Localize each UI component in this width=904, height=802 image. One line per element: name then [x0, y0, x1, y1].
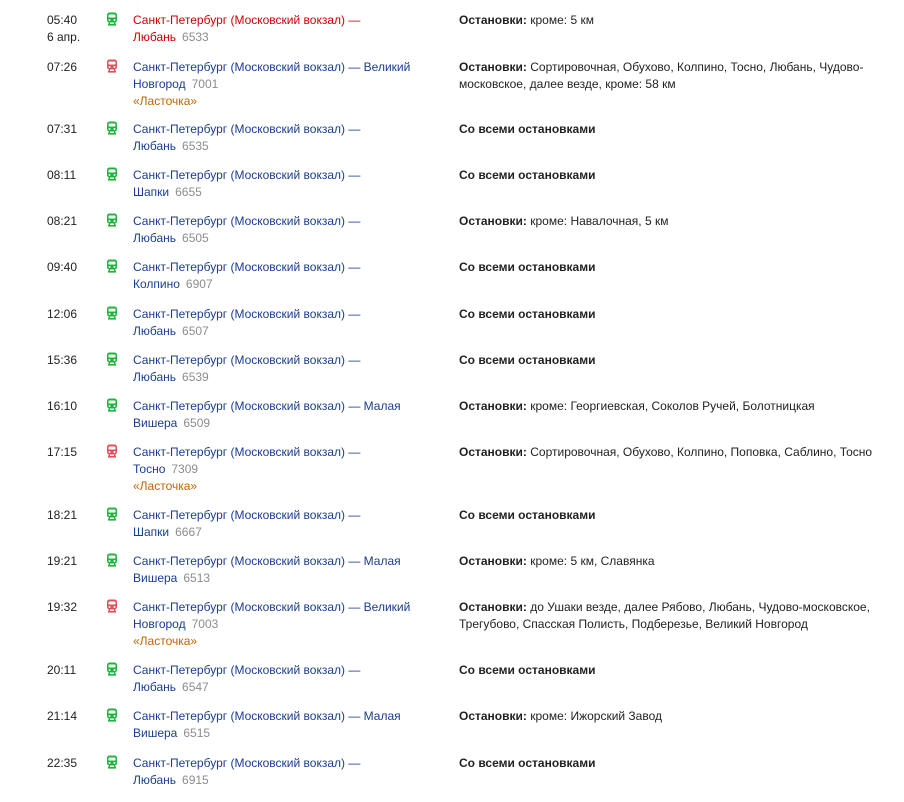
time-value: 19:32 [47, 600, 78, 614]
route-link[interactable] [133, 122, 360, 153]
train-number: 6507 [182, 324, 209, 338]
route-link[interactable] [133, 399, 401, 430]
express-train-icon [106, 444, 118, 459]
route-line1: Санкт-Петербург (Московский вокзал) — [133, 307, 361, 321]
stops-info [459, 398, 879, 415]
route-link[interactable] [133, 60, 410, 91]
route-link[interactable] [133, 307, 360, 338]
route-cell [133, 553, 433, 587]
stops-info [459, 444, 879, 461]
stops-list: кроме: 5 км [530, 13, 594, 27]
route-link[interactable] [133, 756, 360, 787]
suburban-train-icon [106, 306, 118, 321]
stops-label: Остановки: [459, 60, 527, 74]
time-value: 07:26 [47, 60, 78, 74]
route-link[interactable] [133, 709, 401, 740]
time-value: 15:36 [47, 353, 78, 367]
route-line1: Санкт-Петербург (Московский вокзал) — [133, 508, 361, 522]
departure-time [47, 708, 97, 725]
route-line1: Санкт-Петербург (Московский вокзал) — [133, 214, 361, 228]
route-line1: Санкт-Петербург (Московский вокзал) — Малая [133, 554, 401, 568]
stops-list: кроме: 5 км, Славянка [530, 554, 655, 568]
train-number: 7003 [191, 617, 219, 631]
route-link[interactable] [133, 600, 410, 631]
departure-time [47, 599, 97, 616]
route-cell [133, 167, 433, 201]
train-number: 7001 [191, 77, 219, 91]
express-train-icon [106, 599, 118, 614]
time-value: 08:11 [47, 168, 77, 182]
route-line1: Санкт-Петербург (Московский вокзал) — [133, 756, 361, 770]
stops-info [459, 662, 879, 679]
route-line2: Любань [133, 30, 177, 44]
route-link[interactable] [133, 168, 360, 199]
route-cell [133, 213, 433, 247]
stops-info [459, 167, 879, 184]
stops-info [459, 306, 879, 323]
time-value: 09:40 [47, 260, 78, 274]
route-cell [133, 12, 433, 46]
suburban-train-icon [106, 259, 118, 274]
stops-label: Остановки: [459, 600, 527, 614]
route-line2: Вишера [133, 726, 178, 740]
time-value: 16:10 [47, 399, 78, 413]
route-link[interactable] [133, 214, 360, 245]
departure-time [47, 12, 97, 46]
train-number: 7309 [171, 462, 199, 476]
route-line1: Санкт-Петербург (Московский вокзал) — Великий [133, 60, 411, 74]
suburban-train-icon [106, 398, 118, 413]
stops-all: Со всеми остановками [459, 168, 596, 182]
time-value: 21:14 [47, 709, 78, 723]
suburban-train-icon [106, 12, 118, 27]
route-line1: Санкт-Петербург (Московский вокзал) — [133, 353, 361, 367]
departure-time [47, 121, 97, 138]
time-value: 22:35 [47, 756, 78, 770]
stops-list: до Ушаки везде, далее Рябово, Любань, Чудово-московское, Трегубово, Спасская Полисть, Подберезье, Великий Новгород [459, 600, 870, 631]
stops-info [459, 213, 879, 230]
route-line1: Санкт-Петербург (Московский вокзал) — [133, 260, 361, 274]
route-line2: Колпино [133, 277, 180, 291]
train-number: 6513 [183, 571, 211, 585]
route-link[interactable] [133, 554, 401, 585]
route-line2: Любань [133, 231, 177, 245]
stops-all: Со всеми остановками [459, 260, 596, 274]
stops-info [459, 59, 879, 93]
train-brand[interactable]: «Ласточка» [133, 634, 198, 648]
stops-list: кроме: Ижорский Завод [530, 709, 663, 723]
route-line1: Санкт-Петербург (Московский вокзал) — Малая [133, 399, 401, 413]
route-link[interactable] [133, 260, 360, 291]
suburban-train-icon [106, 121, 118, 136]
stops-list: Сортировочная, Обухово, Колпино, Поповка, Саблино, Тосно [530, 445, 873, 459]
stops-info [459, 755, 879, 772]
train-number: 6547 [182, 680, 209, 694]
route-line2: Любань [133, 324, 177, 338]
express-train-icon [106, 59, 118, 74]
departure-time [47, 755, 97, 772]
time-value: 08:21 [47, 214, 78, 228]
time-value: 12:06 [47, 307, 78, 321]
route-cell [133, 662, 433, 696]
suburban-train-icon [106, 708, 118, 723]
stops-info [459, 553, 879, 570]
route-cell [133, 121, 433, 155]
route-line2: Новгород [133, 617, 186, 631]
route-cell [133, 259, 433, 293]
stops-label: Остановки: [459, 214, 527, 228]
route-line2: Любань [133, 680, 177, 694]
route-line1: Санкт-Петербург (Московский вокзал) — [133, 168, 361, 182]
train-number: 6533 [182, 30, 209, 44]
route-cell [133, 507, 433, 541]
train-number: 6915 [182, 773, 209, 787]
departure-time [47, 352, 97, 369]
departure-time [47, 444, 97, 461]
time-value: 07:31 [47, 122, 78, 136]
departure-time [47, 553, 97, 570]
route-line2: Вишера [133, 571, 178, 585]
departure-time [47, 306, 97, 323]
suburban-train-icon [106, 553, 118, 568]
stops-list: Сортировочная, Обухово, Колпино, Тосно, Любань, Чудово-московское, далее везде, кроме: 58 км [459, 60, 864, 91]
stops-label: Остановки: [459, 13, 527, 27]
suburban-train-icon [106, 662, 118, 677]
train-number: 6509 [183, 416, 211, 430]
route-line1: Санкт-Петербург (Московский вокзал) — [133, 122, 361, 136]
route-line1: Санкт-Петербург (Московский вокзал) — [133, 663, 361, 677]
route-line2: Шапки [133, 525, 170, 539]
departure-time [47, 167, 97, 184]
stops-info [459, 121, 879, 138]
departure-time [47, 59, 97, 76]
route-line2: Любань [133, 773, 177, 787]
stops-list: кроме: Георгиевская, Соколов Ручей, Болотницкая [530, 399, 815, 413]
route-link[interactable] [133, 663, 360, 694]
route-line2: Шапки [133, 185, 170, 199]
route-link[interactable] [133, 508, 360, 539]
route-cell [133, 755, 433, 789]
time-value: 18:21 [47, 508, 78, 522]
stops-label: Остановки: [459, 399, 527, 413]
train-number: 6505 [182, 231, 209, 245]
time-value: 17:15 [47, 445, 78, 459]
departure-time [47, 213, 97, 230]
route-link[interactable] [133, 353, 360, 384]
departure-date: 6 апр. [47, 30, 81, 44]
time-value: 05:40 [47, 13, 78, 27]
route-cell [133, 599, 433, 650]
stops-all: Со всеми остановками [459, 353, 596, 367]
suburban-train-icon [106, 507, 118, 522]
route-line1: Санкт-Петербург (Московский вокзал) — [133, 445, 361, 459]
route-line1: Санкт-Петербург (Московский вокзал) — Великий [133, 600, 411, 614]
stops-info [459, 708, 879, 725]
stops-label: Остановки: [459, 709, 527, 723]
train-brand[interactable]: «Ласточка» [133, 479, 198, 493]
route-cell [133, 708, 433, 742]
stops-info [459, 259, 879, 276]
train-number: 6667 [175, 525, 202, 539]
route-cell [133, 59, 433, 110]
departure-time [47, 259, 97, 276]
suburban-train-icon [106, 167, 118, 182]
route-line1: Санкт-Петербург (Московский вокзал) — Малая [133, 709, 401, 723]
route-link[interactable] [133, 13, 360, 44]
departure-time [47, 507, 97, 524]
time-value: 20:11 [47, 663, 77, 677]
route-line2: Новгород [133, 77, 186, 91]
stops-info [459, 352, 879, 369]
stops-info [459, 507, 879, 524]
stops-all: Со всеми остановками [459, 307, 596, 321]
stops-info [459, 599, 879, 633]
departure-time [47, 398, 97, 415]
route-cell [133, 444, 433, 495]
route-cell [133, 352, 433, 386]
train-number: 6535 [182, 139, 209, 153]
route-cell [133, 398, 433, 432]
route-line2: Вишера [133, 416, 178, 430]
stops-all: Со всеми остановками [459, 663, 596, 677]
suburban-train-icon [106, 352, 118, 367]
train-number: 6907 [185, 277, 213, 291]
route-line1: Санкт-Петербург (Московский вокзал) — [133, 13, 361, 27]
route-line2: Любань [133, 370, 177, 384]
stops-list: кроме: Навалочная, 5 км [530, 214, 669, 228]
route-line2: Тосно [133, 462, 166, 476]
train-brand[interactable]: «Ласточка» [133, 94, 198, 108]
stops-label: Остановки: [459, 554, 527, 568]
train-number: 6655 [175, 185, 202, 199]
stops-info [459, 12, 879, 29]
departure-time [47, 662, 97, 679]
suburban-train-icon [106, 755, 118, 770]
train-number: 6515 [183, 726, 211, 740]
time-value: 19:21 [47, 554, 78, 568]
suburban-train-icon [106, 213, 118, 228]
stops-all: Со всеми остановками [459, 122, 596, 136]
route-cell [133, 306, 433, 340]
route-link[interactable] [133, 445, 360, 476]
stops-all: Со всеми остановками [459, 508, 596, 522]
stops-label: Остановки: [459, 445, 527, 459]
train-number: 6539 [182, 370, 209, 384]
route-line2: Любань [133, 139, 177, 153]
stops-all: Со всеми остановками [459, 756, 596, 770]
